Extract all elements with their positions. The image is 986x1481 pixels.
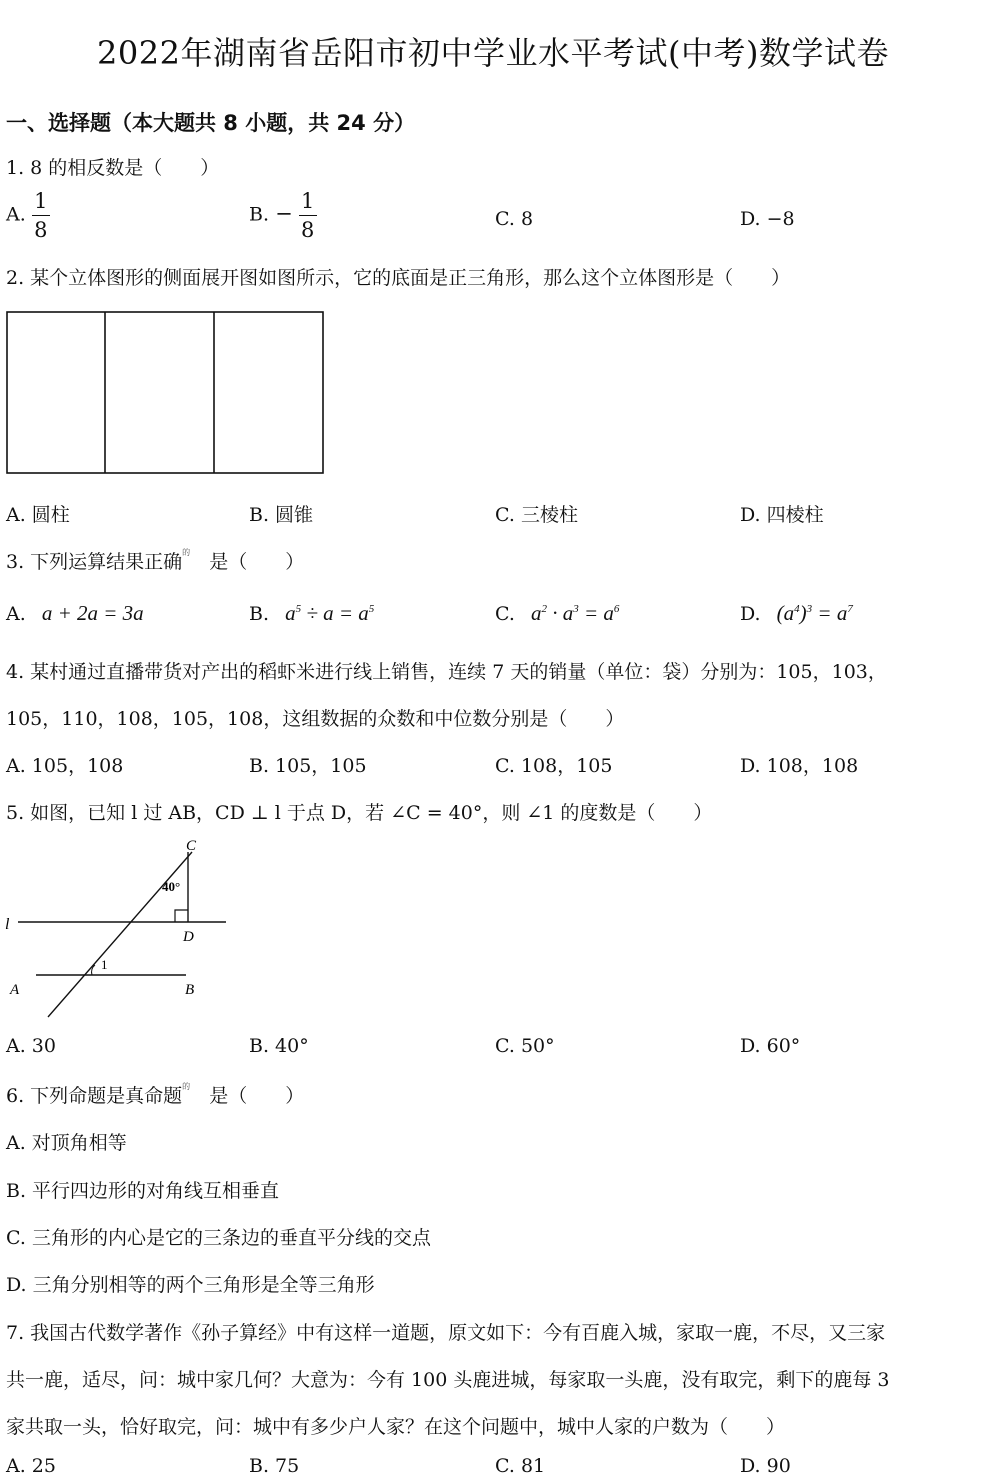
- question-6-option-d[interactable]: D. 三角分别相等的两个三角形是全等三角形: [6, 1274, 375, 1296]
- net-diagram: [6, 311, 326, 476]
- question-3-option-d[interactable]: [740, 601, 853, 626]
- math-expression: $a^2 \cdot a^3 = a^6$: [530, 601, 620, 625]
- question-5-option-d[interactable]: D. 60°: [740, 1035, 801, 1057]
- stem-mark: 的: [182, 1082, 191, 1091]
- option-label: A.: [6, 603, 26, 625]
- numerator: 1: [301, 189, 315, 213]
- point-b-label: B: [185, 982, 195, 998]
- question-6-option-a[interactable]: A. 对顶角相等: [6, 1132, 127, 1154]
- question-2-option-d[interactable]: D. 四棱柱: [740, 504, 824, 526]
- fraction-bar: [299, 215, 317, 216]
- question-1-option-a[interactable]: [6, 190, 50, 241]
- angle-diagram: [0, 832, 240, 1027]
- question-3-stem: [6, 547, 304, 574]
- question-4-stem-line-2: 105，110，108，105，108，这组数据的众数和中位数分别是（ ）: [6, 708, 625, 730]
- question-1-option-c[interactable]: C. 8: [495, 208, 534, 230]
- question-3-option-a[interactable]: [6, 601, 144, 626]
- question-7-stem-line-3: 家共取一头，恰好取完，问：城中有多少户人家？在这个问题中，城中人家的户数为（ ）: [6, 1416, 786, 1438]
- question-7-stem-line-2: 共一鹿，适尽，问：城中家几何？大意为：今有 100 头鹿进城，每家取一头鹿，没有取完，剩下的鹿每 3: [6, 1369, 890, 1391]
- question-3-option-b[interactable]: [249, 601, 374, 626]
- question-1-option-b[interactable]: [249, 190, 317, 241]
- math-expression: a + 2a = 3a: [41, 601, 144, 625]
- question-5-option-b[interactable]: B. 40°: [249, 1035, 309, 1057]
- question-5-option-a[interactable]: A. 30: [6, 1035, 56, 1057]
- stem-text: 3. 下列运算结果正确: [6, 551, 183, 573]
- question-6-option-b[interactable]: B. 平行四边形的对角线互相垂直: [6, 1180, 280, 1202]
- question-2-stem: 2. 某个立体图形的侧面展开图如图所示，它的底面是正三角形，那么这个立体图形是（ ）: [6, 267, 791, 289]
- question-5-option-c[interactable]: C. 50°: [495, 1035, 555, 1057]
- question-4-option-c[interactable]: C. 108，105: [495, 755, 613, 777]
- denominator: 8: [301, 218, 315, 243]
- question-5-stem: 5. 如图，已知 l 过 AB，CD ⊥ l 于点 D，若 ∠C = 40°，则 ∠1 的度数是（ ）: [6, 802, 713, 824]
- question-1-stem: 1. 8 的相反数是（ ）: [6, 157, 220, 179]
- question-1-option-d[interactable]: D. −8: [740, 208, 795, 230]
- stem-text: 是（ ）: [209, 1085, 305, 1107]
- point-c-label: C: [186, 838, 197, 854]
- angle-1-label: 1: [101, 957, 108, 972]
- stem-text: 6. 下列命题是真命题: [6, 1085, 183, 1107]
- fraction-bar: [32, 215, 50, 216]
- fraction: [32, 190, 50, 241]
- option-label: C.: [495, 603, 515, 625]
- fraction: [299, 190, 317, 241]
- minus-sign: −: [275, 201, 293, 226]
- question-4-option-d[interactable]: D. 108，108: [740, 755, 859, 777]
- option-label: B.: [249, 603, 270, 625]
- exam-title: 2022年湖南省岳阳市初中学业水平考试(中考)数学试卷: [97, 34, 889, 72]
- question-4-stem-line-1: 4. 某村通过直播带货对产出的稻虾米进行线上销售，连续 7 天的销量（单位：袋）分别为：105，103，: [6, 661, 887, 683]
- angle-40-label: 40°: [162, 879, 181, 894]
- question-4-option-b[interactable]: B. 105，105: [249, 755, 367, 777]
- stem-mark: 的: [182, 548, 191, 557]
- question-7-option-d[interactable]: D. 90: [740, 1455, 791, 1477]
- point-d-label: D: [183, 929, 194, 945]
- numerator: 1: [34, 189, 48, 213]
- line-l-label: l: [5, 916, 10, 933]
- question-7-option-c[interactable]: C. 81: [495, 1455, 546, 1477]
- option-label: B.: [249, 203, 270, 226]
- point-a-label: A: [10, 982, 20, 998]
- stem-text: 是（ ）: [209, 551, 305, 573]
- question-3-option-c[interactable]: [495, 601, 619, 626]
- section-heading: 一、选择题（本大题共 8 小题，共 24 分）: [6, 111, 416, 135]
- question-2-option-a[interactable]: A. 圆柱: [6, 504, 70, 526]
- question-7-stem-line-1: 7. 我国古代数学著作《孙子算经》中有这样一道题，原文如下：今有百鹿入城，家取一鹿，不尽，又三家: [6, 1322, 886, 1344]
- option-label: A.: [6, 203, 26, 226]
- math-expression: $a^5 \div a = a^5$: [285, 601, 375, 625]
- right-angle-mark: [175, 910, 188, 922]
- question-2-option-c[interactable]: C. 三棱柱: [495, 504, 578, 526]
- question-7-option-a[interactable]: A. 25: [6, 1455, 56, 1477]
- option-label: D.: [740, 603, 761, 625]
- question-6-option-c[interactable]: C. 三角形的内心是它的三条边的垂直平分线的交点: [6, 1227, 431, 1249]
- math-expression: $(a^4)^3 = a^7$: [776, 601, 853, 625]
- question-4-option-a[interactable]: A. 105，108: [6, 755, 124, 777]
- question-7-option-b[interactable]: B. 75: [249, 1455, 300, 1477]
- question-6-stem: [6, 1081, 304, 1108]
- net-outline: [7, 312, 323, 473]
- transversal-line: [48, 852, 195, 1017]
- question-2-option-b[interactable]: B. 圆锥: [249, 504, 314, 526]
- denominator: 8: [34, 218, 48, 243]
